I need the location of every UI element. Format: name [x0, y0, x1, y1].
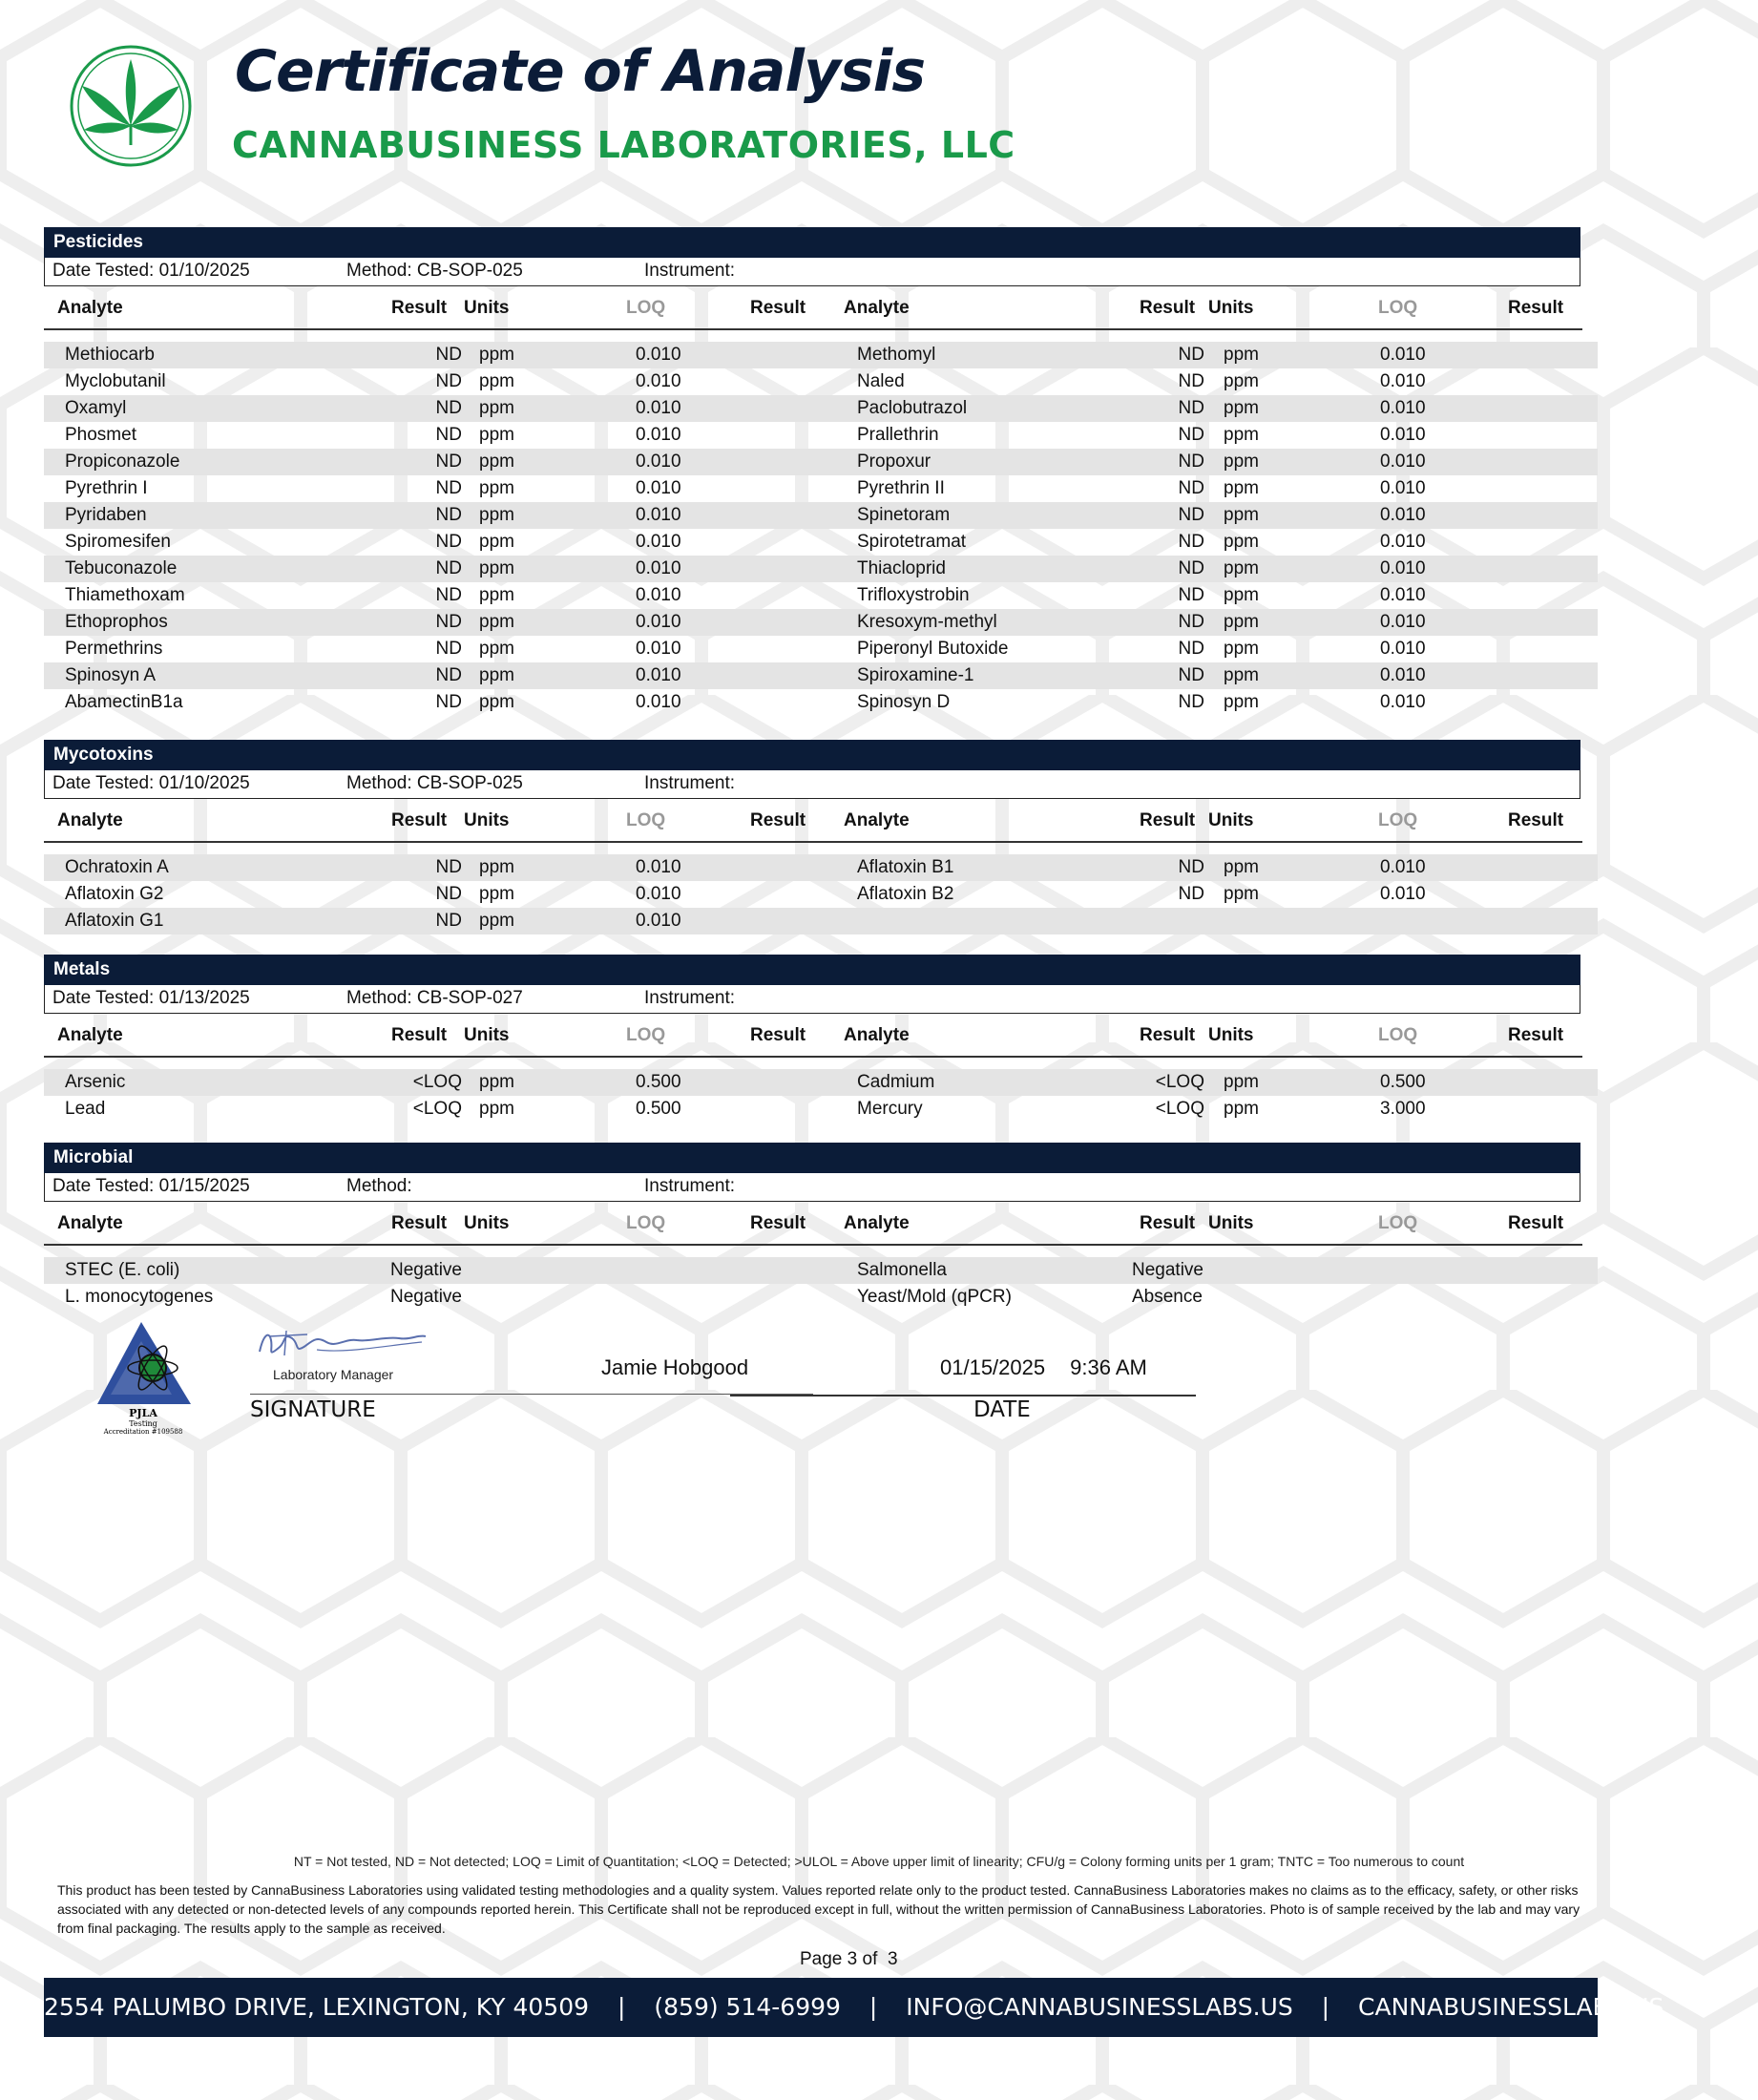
units-value: ppm: [479, 398, 514, 418]
loq-value: 0.010: [636, 665, 681, 685]
table-row: [44, 662, 1598, 689]
col-units: Units: [464, 1025, 510, 1045]
result-value: ND: [435, 505, 462, 525]
analyte-name: Spirotetramat: [857, 532, 967, 552]
result-value: ND: [435, 665, 462, 685]
units-value: ppm: [479, 345, 514, 365]
analyte-name: Methiocarb: [65, 345, 155, 365]
table-row: [44, 854, 1598, 881]
disclaimer-text: This product has been tested by CannaBusiness Laboratories using validated testing methodologies and a quality system. Values reported relate only to the product tested. CannaBusiness Laboratories makes no claims as to the efficacy, safety, or other risks associated with any detected or non-detected levels of any compounds reported herein. This Certificate shall not be reproduced except in full, without the written permission of CannaBusiness Laboratories. Photo is of sample received by the lab and may vary from final packaging. The results apply to the sample as received.: [57, 1882, 1580, 1936]
col-result-2: Result: [1508, 298, 1564, 318]
col-result: Result: [1140, 1025, 1196, 1045]
loq-value: 0.500: [636, 1072, 681, 1092]
col-loq: LOQ: [626, 298, 666, 318]
loq-value: 0.010: [1380, 639, 1426, 659]
col-result-2: Result: [750, 298, 806, 318]
loq-value: 0.010: [1380, 478, 1426, 498]
analyte-name: Aflatoxin G1: [65, 911, 164, 931]
column-header-row: [44, 1202, 1582, 1246]
loq-value: 0.010: [636, 585, 681, 605]
col-analyte: Analyte: [57, 810, 123, 830]
col-result-2: Result: [750, 1213, 806, 1233]
loq-value: 0.010: [1380, 558, 1426, 578]
units-value: ppm: [479, 857, 514, 877]
section-title: Metals: [44, 955, 1580, 985]
units-value: ppm: [479, 884, 514, 904]
result-value: ND: [1178, 665, 1204, 685]
results-table: [44, 1257, 1598, 1311]
analyte-name: Spinosyn A: [65, 665, 157, 685]
col-loq: LOQ: [1378, 1213, 1418, 1233]
footer-separator: |: [1321, 1993, 1330, 2021]
table-row: [44, 1069, 1598, 1096]
result-value: ND: [1178, 478, 1204, 498]
units-value: ppm: [1224, 665, 1259, 685]
result-value: <LOQ: [412, 1072, 462, 1092]
loq-value: 0.010: [636, 639, 681, 659]
units-value: ppm: [1224, 505, 1259, 525]
footer-email[interactable]: INFO@CANNABUSINESSLABS.US: [906, 1993, 1293, 2021]
table-row: [44, 1284, 1598, 1311]
loq-value: 0.010: [636, 345, 681, 365]
units-value: ppm: [479, 425, 514, 445]
result-value: ND: [435, 692, 462, 712]
analyte-name: Propiconazole: [65, 452, 180, 472]
result-value: ND: [1178, 371, 1204, 391]
result-value: Negative: [390, 1287, 462, 1307]
col-result-2: Result: [1508, 1025, 1564, 1045]
loq-value: 0.010: [1380, 371, 1426, 391]
analyte-name: Pyrethrin I: [65, 478, 148, 498]
table-row: [44, 1096, 1598, 1123]
table-row: [44, 368, 1598, 395]
table-row: [44, 395, 1598, 422]
result-value: ND: [435, 884, 462, 904]
result-value: ND: [1178, 532, 1204, 552]
analyte-name: Permethrins: [65, 639, 163, 659]
loq-value: 0.010: [636, 612, 681, 632]
analyte-name: Naled: [857, 371, 905, 391]
loq-value: 0.010: [1380, 505, 1426, 525]
loq-value: 0.010: [1380, 345, 1426, 365]
analyte-name: Spiromesifen: [65, 532, 171, 552]
date-label: DATE: [973, 1397, 1031, 1422]
loq-value: 0.010: [1380, 884, 1426, 904]
table-row: [44, 908, 1598, 934]
table-row: [44, 881, 1598, 908]
method: Method:: [346, 1176, 412, 1196]
units-value: ppm: [1224, 478, 1259, 498]
result-value: ND: [435, 478, 462, 498]
column-header-row: [44, 799, 1582, 843]
loq-value: 0.500: [636, 1099, 681, 1119]
units-value: ppm: [1224, 532, 1259, 552]
result-value: ND: [435, 532, 462, 552]
analyte-name: AbamectinB1a: [65, 692, 183, 712]
analyte-name: Arsenic: [65, 1072, 126, 1092]
loq-value: 3.000: [1380, 1099, 1426, 1119]
loq-value: 0.010: [1380, 857, 1426, 877]
analyte-name: L. monocytogenes: [65, 1287, 214, 1307]
metals-section: [44, 955, 1580, 1123]
col-result: Result: [1140, 298, 1196, 318]
col-result: Result: [391, 1025, 448, 1045]
col-loq: LOQ: [1378, 1025, 1418, 1045]
result-value: ND: [1178, 425, 1204, 445]
col-units: Units: [464, 1213, 510, 1233]
col-units: Units: [464, 810, 510, 830]
analyte-name: Trifloxystrobin: [857, 585, 970, 605]
loq-value: 0.010: [636, 425, 681, 445]
table-row: [44, 556, 1598, 582]
signer-role: Laboratory Manager: [273, 1367, 394, 1382]
result-value: ND: [1178, 692, 1204, 712]
analyte-name: Pyridaben: [65, 505, 147, 525]
table-row: [44, 689, 1598, 716]
date-line: [730, 1395, 1196, 1396]
units-value: ppm: [1224, 857, 1259, 877]
units-value: ppm: [479, 505, 514, 525]
analyte-name: Pyrethrin II: [857, 478, 945, 498]
analyte-name: Lead: [65, 1099, 106, 1119]
section-title: Pesticides: [44, 227, 1580, 258]
col-result-2: Result: [1508, 1213, 1564, 1233]
table-row: [44, 422, 1598, 449]
units-value: ppm: [479, 558, 514, 578]
analyte-name: Phosmet: [65, 425, 136, 445]
loq-value: 0.010: [1380, 425, 1426, 445]
loq-value: 0.010: [636, 505, 681, 525]
result-value: ND: [1178, 345, 1204, 365]
loq-value: 0.010: [636, 452, 681, 472]
column-header-row: [44, 1014, 1582, 1058]
results-table: [44, 854, 1598, 934]
loq-value: 0.010: [636, 558, 681, 578]
signature-label: SIGNATURE: [250, 1397, 376, 1422]
result-value: ND: [435, 452, 462, 472]
result-value: ND: [435, 398, 462, 418]
result-value: ND: [1178, 639, 1204, 659]
analyte-name: Ethoprophos: [65, 612, 168, 632]
result-value: ND: [1178, 558, 1204, 578]
analyte-name: Propoxur: [857, 452, 931, 472]
col-result: Result: [391, 810, 448, 830]
results-table: [44, 1069, 1598, 1123]
table-row: [44, 636, 1598, 662]
test-meta-box: [44, 1173, 1580, 1202]
units-value: ppm: [1224, 692, 1259, 712]
page-current: 3: [847, 1949, 858, 1969]
method: Method: CB-SOP-025: [346, 261, 523, 281]
signer-name: Jamie Hobgood: [601, 1355, 749, 1379]
analyte-name: Aflatoxin B2: [857, 884, 954, 904]
table-row: [44, 449, 1598, 475]
pesticides-section: [44, 227, 1580, 716]
loq-value: 0.010: [636, 884, 681, 904]
col-result: Result: [391, 1213, 448, 1233]
units-value: ppm: [1224, 425, 1259, 445]
footer-separator: |: [869, 1993, 878, 2021]
company-name: CANNABUSINESS LABORATORIES, LLC: [232, 124, 1015, 166]
loq-value: 0.010: [1380, 585, 1426, 605]
loq-value: 0.010: [1380, 398, 1426, 418]
method: Method: CB-SOP-025: [346, 773, 523, 793]
col-units: Units: [1208, 810, 1254, 830]
cannabis-leaf-icon: [67, 42, 195, 170]
analyte-name: Aflatoxin G2: [65, 884, 164, 904]
col-loq: LOQ: [1378, 298, 1418, 318]
pjla-sub: Testing: [129, 1419, 157, 1428]
units-value: ppm: [479, 1099, 514, 1119]
units-value: ppm: [1224, 398, 1259, 418]
result-value: Negative: [390, 1260, 462, 1280]
analyte-name: Spinosyn D: [857, 692, 951, 712]
page-total: 3: [887, 1949, 898, 1969]
col-loq: LOQ: [1378, 810, 1418, 830]
table-row: [44, 475, 1598, 502]
units-value: ppm: [479, 452, 514, 472]
units-value: ppm: [479, 911, 514, 931]
col-loq: LOQ: [626, 1025, 666, 1045]
units-value: ppm: [1224, 371, 1259, 391]
result-value: ND: [435, 639, 462, 659]
units-value: ppm: [479, 692, 514, 712]
analyte-name: Methomyl: [857, 345, 936, 365]
method: Method: CB-SOP-027: [346, 988, 523, 1008]
units-value: ppm: [1224, 452, 1259, 472]
loq-value: 0.500: [1380, 1072, 1426, 1092]
analyte-name: Myclobutanil: [65, 371, 166, 391]
table-row: [44, 609, 1598, 636]
signature-date-value: 01/15/2025: [940, 1355, 1046, 1379]
col-loq: LOQ: [626, 1213, 666, 1233]
page-number: [800, 1949, 898, 1970]
units-value: ppm: [1224, 585, 1259, 605]
result-value: Absence: [1132, 1287, 1203, 1307]
analyte-name: STEC (E. coli): [65, 1260, 180, 1280]
col-units: Units: [1208, 298, 1254, 318]
col-units: Units: [464, 298, 510, 318]
loq-value: 0.010: [636, 371, 681, 391]
result-value: ND: [435, 612, 462, 632]
signature-time-value: 9:36 AM: [1070, 1355, 1147, 1379]
results-table: [44, 342, 1598, 716]
col-result-2: Result: [1508, 810, 1564, 830]
result-value: Negative: [1132, 1260, 1203, 1280]
col-result-2: Result: [750, 810, 806, 830]
pjla-accreditation-number: Accreditation #109588: [103, 1428, 183, 1435]
date-tested: Date Tested: 01/10/2025: [52, 261, 250, 281]
result-value: ND: [435, 558, 462, 578]
test-meta-box: [44, 985, 1580, 1014]
section-title: Microbial: [44, 1143, 1580, 1173]
col-analyte: Analyte: [57, 1213, 123, 1233]
result-value: ND: [435, 585, 462, 605]
col-result: Result: [1140, 810, 1196, 830]
page-label: Page: [800, 1949, 843, 1969]
units-value: ppm: [479, 478, 514, 498]
analyte-name: Prallethrin: [857, 425, 939, 445]
abbreviation-legend: NT = Not tested, ND = Not detected; LOQ = Limit of Quantitation; <LOQ = Detected; >ULOL = Above upper limit of linearity; CFU/g = Colony forming units per 1 gram; TNTC = Too numerous to count: [293, 1854, 1465, 1869]
units-value: ppm: [1224, 558, 1259, 578]
mycotoxins-section: [44, 740, 1580, 934]
analyte-name: Kresoxym-methyl: [857, 612, 997, 632]
result-value: ND: [1178, 585, 1204, 605]
units-value: ppm: [1224, 1072, 1259, 1092]
analyte-name: Spiroxamine-1: [857, 665, 974, 685]
units-value: ppm: [479, 585, 514, 605]
units-value: ppm: [1224, 345, 1259, 365]
instrument: Instrument:: [644, 773, 736, 793]
col-analyte: Analyte: [844, 1025, 910, 1045]
result-value: ND: [435, 425, 462, 445]
units-value: ppm: [479, 1072, 514, 1092]
units-value: ppm: [1224, 639, 1259, 659]
result-value: ND: [435, 371, 462, 391]
analyte-name: Piperonyl Butoxide: [857, 639, 1009, 659]
analyte-name: Thiamethoxam: [65, 585, 185, 605]
col-analyte: Analyte: [844, 1213, 910, 1233]
analyte-name: Tebuconazole: [65, 558, 178, 578]
loq-value: 0.010: [636, 532, 681, 552]
col-units: Units: [1208, 1213, 1254, 1233]
units-value: ppm: [479, 665, 514, 685]
date-tested: Date Tested: 01/10/2025: [52, 773, 250, 793]
result-value: ND: [435, 911, 462, 931]
result-value: ND: [435, 857, 462, 877]
units-value: ppm: [479, 639, 514, 659]
section-title: Mycotoxins: [44, 740, 1580, 770]
pjla-accreditation-logo: [95, 1320, 200, 1435]
test-meta-box: [44, 770, 1580, 799]
date-tested: Date Tested: 01/13/2025: [52, 988, 250, 1008]
loq-value: 0.010: [636, 911, 681, 931]
col-loq: LOQ: [626, 810, 666, 830]
signature-date: [940, 1355, 1147, 1380]
loq-value: 0.010: [1380, 692, 1426, 712]
loq-value: 0.010: [1380, 665, 1426, 685]
signature-line: [250, 1394, 813, 1395]
units-value: ppm: [479, 612, 514, 632]
page-title: Certificate of Analysis: [235, 38, 926, 105]
loq-value: 0.010: [636, 692, 681, 712]
loq-value: 0.010: [636, 478, 681, 498]
col-analyte: Analyte: [844, 810, 910, 830]
units-value: ppm: [1224, 1099, 1259, 1119]
footer-address: 2554 PALUMBO DRIVE, LEXINGTON, KY 40509: [44, 1993, 590, 2021]
result-value: ND: [1178, 884, 1204, 904]
result-value: <LOQ: [412, 1099, 462, 1119]
analyte-name: Cadmium: [857, 1072, 935, 1092]
analyte-name: Oxamyl: [65, 398, 127, 418]
result-value: <LOQ: [1155, 1072, 1204, 1092]
col-result: Result: [391, 298, 448, 318]
result-value: ND: [1178, 398, 1204, 418]
microbial-section: [44, 1143, 1580, 1311]
units-value: ppm: [479, 532, 514, 552]
footer-website[interactable]: CANNABUSINESSLABS.US: [1358, 1993, 1664, 2021]
column-header-row: [44, 286, 1582, 330]
result-value: ND: [1178, 612, 1204, 632]
result-value: ND: [1178, 452, 1204, 472]
footer-separator: |: [617, 1993, 626, 2021]
instrument: Instrument:: [644, 1176, 736, 1196]
handwritten-signature: [250, 1325, 431, 1363]
analyte-name: Paclobutrazol: [857, 398, 968, 418]
col-analyte: Analyte: [57, 298, 123, 318]
units-value: ppm: [1224, 884, 1259, 904]
date-tested: Date Tested: 01/15/2025: [52, 1176, 250, 1196]
analyte-name: Thiacloprid: [857, 558, 946, 578]
analyte-name: Yeast/Mold (qPCR): [857, 1287, 1012, 1307]
table-row: [44, 502, 1598, 529]
col-analyte: Analyte: [57, 1025, 123, 1045]
table-row: [44, 529, 1598, 556]
analyte-name: Spinetoram: [857, 505, 951, 525]
col-analyte: Analyte: [844, 298, 910, 318]
analyte-name: Ochratoxin A: [65, 857, 169, 877]
col-units: Units: [1208, 1025, 1254, 1045]
contact-footer-bar: [44, 1978, 1664, 2037]
pjla-title: PJLA: [129, 1407, 157, 1419]
loq-value: 0.010: [1380, 532, 1426, 552]
page-of: of: [862, 1949, 878, 1969]
footer-phone: (859) 514-6999: [654, 1993, 841, 2021]
table-row: [44, 342, 1598, 368]
result-value: <LOQ: [1155, 1099, 1204, 1119]
result-value: ND: [435, 345, 462, 365]
loq-value: 0.010: [1380, 452, 1426, 472]
table-row: [44, 582, 1598, 609]
loq-value: 0.010: [1380, 612, 1426, 632]
test-meta-box: [44, 258, 1580, 286]
units-value: ppm: [1224, 612, 1259, 632]
units-value: ppm: [479, 371, 514, 391]
table-row: [44, 1257, 1598, 1284]
instrument: Instrument:: [644, 261, 736, 281]
result-value: ND: [1178, 857, 1204, 877]
result-value: ND: [1178, 505, 1204, 525]
analyte-name: Aflatoxin B1: [857, 857, 954, 877]
analyte-name: Salmonella: [857, 1260, 947, 1280]
loq-value: 0.010: [636, 857, 681, 877]
instrument: Instrument:: [644, 988, 736, 1008]
col-result: Result: [1140, 1213, 1196, 1233]
loq-value: 0.010: [636, 398, 681, 418]
col-result-2: Result: [750, 1025, 806, 1045]
analyte-name: Mercury: [857, 1099, 923, 1119]
